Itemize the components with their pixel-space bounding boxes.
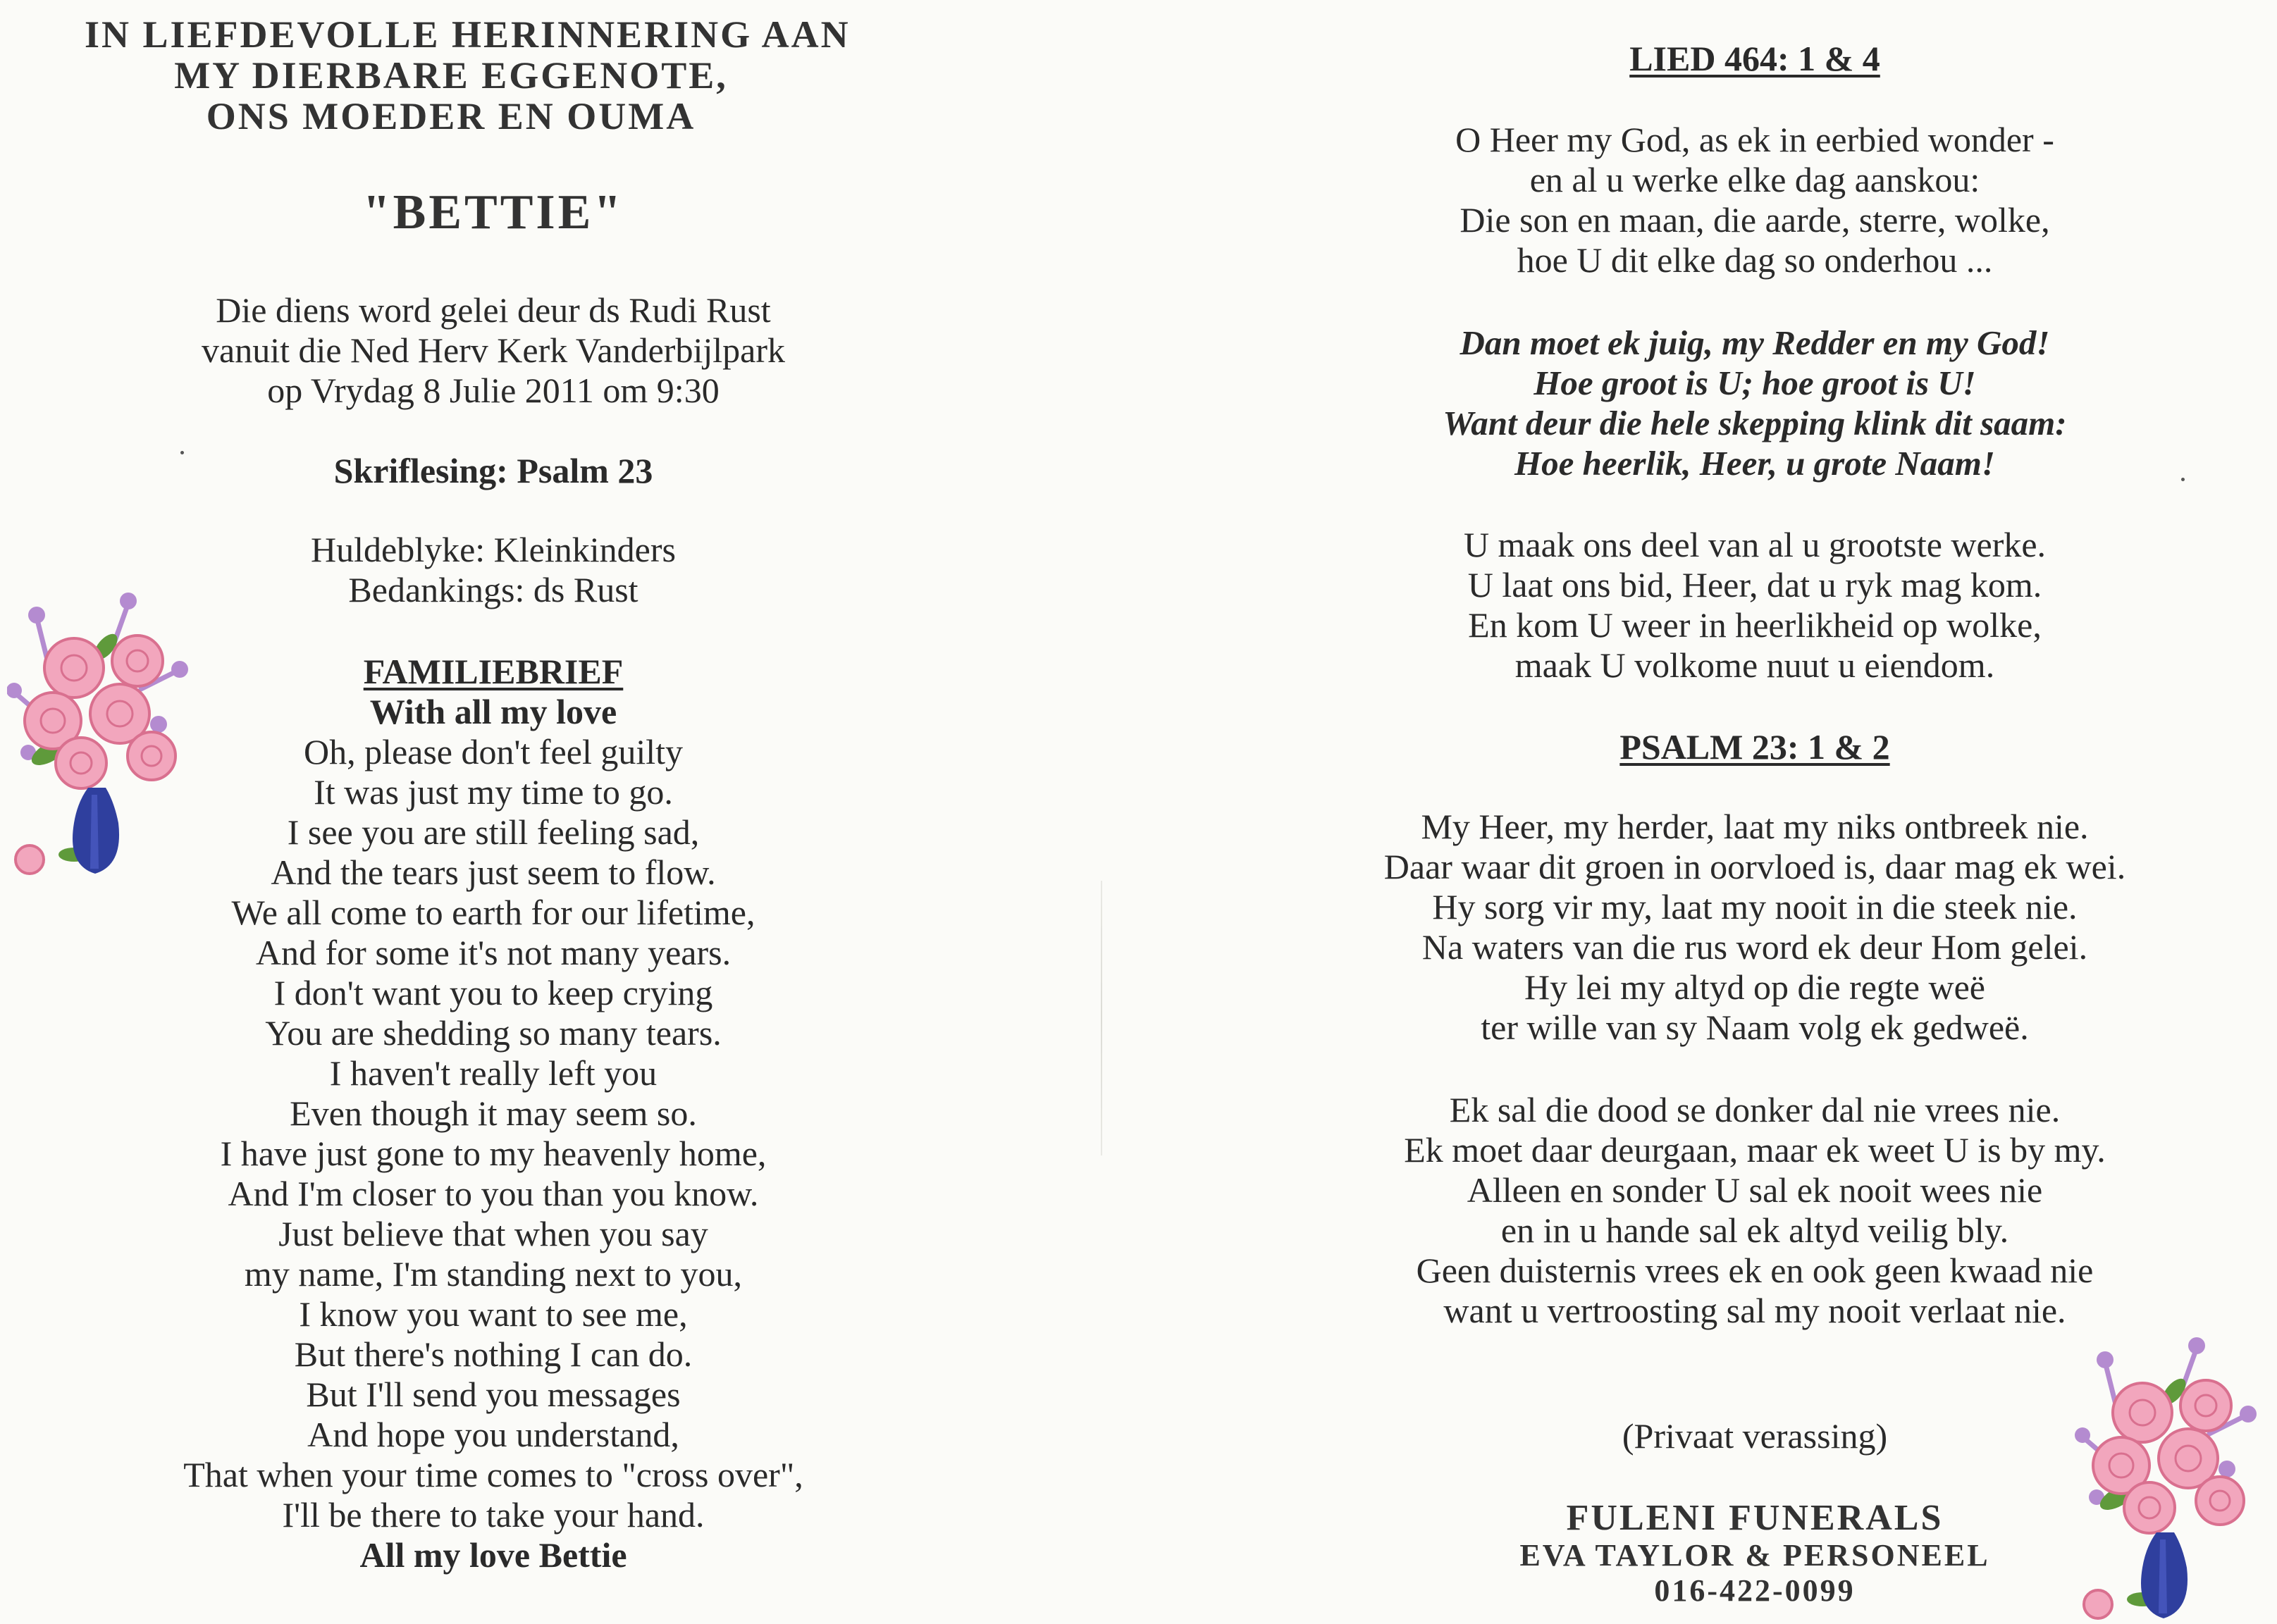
psalm-line: en in u hande sal ek altyd veilig bly. bbox=[1500, 1210, 2009, 1250]
poem-line: It was just my time to go. bbox=[314, 772, 673, 812]
hymn-verse-4 bbox=[1297, 525, 2213, 686]
hymn-title: LIED 464: 1 & 4 bbox=[1629, 39, 1880, 78]
right-page bbox=[1135, 0, 2277, 1624]
hymn-line: En kom U weer in heerlikheid op wolke, bbox=[1468, 605, 2042, 645]
hymn-line: en al u werke elke dag aanskou: bbox=[1529, 160, 1980, 199]
paper-speck bbox=[2181, 478, 2185, 481]
chorus-line: Hoe heerlik, Heer, u grote Naam! bbox=[1514, 444, 1995, 483]
company-staff: EVA TAYLOR & PERSONEEL bbox=[1519, 1538, 1990, 1573]
poem-line: But I'll send you messages bbox=[306, 1375, 681, 1414]
poem-line: Oh, please don't feel guilty bbox=[303, 732, 684, 771]
poem-line: I haven't really left you bbox=[329, 1053, 658, 1093]
funeral-company: FULENI FUNERALS bbox=[1566, 1498, 1944, 1538]
rose-vase-icon bbox=[7, 583, 197, 879]
poem-line: Just believe that when you say bbox=[278, 1214, 708, 1253]
poem-line: Even though it may seem so. bbox=[290, 1093, 697, 1133]
psalm-title: PSALM 23: 1 & 2 bbox=[1619, 727, 1890, 767]
hymn-verse-1 bbox=[1297, 120, 2213, 280]
poem-line: I have just gone to my heavenly home, bbox=[220, 1134, 767, 1173]
chorus-line: Dan moet ek juig, my Redder en my God! bbox=[1460, 323, 2050, 362]
poem-line: But there's nothing I can do. bbox=[294, 1334, 693, 1374]
memorial-header bbox=[85, 13, 851, 137]
letter-title: FAMILIEBRIEF bbox=[363, 652, 624, 691]
paper-speck bbox=[180, 451, 184, 454]
psalm-line: Ek sal die dood se donker dal nie vrees nie. bbox=[1449, 1090, 2061, 1129]
tributes-line: Bedankings: ds Rust bbox=[348, 570, 638, 609]
psalm-line: Hy lei my altyd op die regte weë bbox=[1524, 967, 1985, 1007]
poem-line: I don't want you to keep crying bbox=[273, 973, 713, 1012]
service-line: Die diens word gelei deur ds Rudi Rust bbox=[216, 290, 771, 330]
chorus-line: Want deur die hele skepping klink dit saam: bbox=[1443, 404, 2067, 442]
psalm-verse-1 bbox=[1261, 807, 2248, 1048]
hymn-line: U laat ons bid, Heer, dat u ryk mag kom. bbox=[1467, 565, 2042, 605]
psalm-line: Hy sorg vir my, laat my nooit in die steek nie. bbox=[1432, 887, 2078, 926]
hymn-line: hoe U dit elke dag so onderhou ... bbox=[1517, 240, 1993, 280]
poem-line: We all come to earth for our lifetime, bbox=[231, 893, 755, 932]
psalm-line: Geen duisternis vrees ek en ook geen kwaad nie bbox=[1416, 1251, 2094, 1290]
chorus-line: Hoe groot is U; hoe groot is U! bbox=[1534, 364, 1976, 402]
psalm-line: want u vertroosting sal my nooit verlaat nie. bbox=[1443, 1291, 2066, 1330]
psalm-line: Ek moet daar deurgaan, maar ek weet U is by my. bbox=[1404, 1130, 2106, 1170]
letter-signoff: All my love Bettie bbox=[359, 1535, 627, 1575]
poem-line: That when your time comes to "cross over", bbox=[183, 1455, 803, 1494]
hymn-chorus bbox=[1297, 323, 2213, 483]
hymn-line: maak U volkome nuut u eiendom. bbox=[1514, 645, 1995, 685]
poem-line: And the tears just seem to flow. bbox=[271, 853, 716, 892]
service-line: vanuit die Ned Herv Kerk Vanderbijlpark bbox=[202, 330, 785, 370]
psalm-verse-2 bbox=[1261, 1090, 2248, 1331]
left-page bbox=[0, 0, 1135, 1624]
company-phone: 016-422-0099 bbox=[1654, 1573, 1856, 1608]
poem-line: I see you are still feeling sad, bbox=[287, 812, 700, 852]
service-details bbox=[106, 290, 881, 411]
psalm-line: Alleen en sonder U sal ek nooit wees nie bbox=[1467, 1170, 2043, 1210]
deceased-name: "BETTIE" bbox=[362, 185, 624, 240]
psalm-line: ter wille van sy Naam volg ek gedweë. bbox=[1481, 1008, 2029, 1047]
poem-line: I know you want to see me, bbox=[299, 1294, 688, 1334]
hymn-line: U maak ons deel van al u grootste werke. bbox=[1463, 525, 2047, 564]
center-fold bbox=[1101, 881, 1102, 1155]
tributes-line: Huldeblyke: Kleinkinders bbox=[311, 530, 676, 569]
cremation-note: (Privaat verassing) bbox=[1622, 1416, 1888, 1456]
poem-line: You are shedding so many tears. bbox=[265, 1013, 722, 1053]
hymn-line: O Heer my God, as ek in eerbied wonder - bbox=[1455, 120, 2054, 159]
header-line: IN LIEFDEVOLLE HERINNERING AAN bbox=[85, 13, 851, 56]
psalm-line: Daar waar dit groen in oorvloed is, daar mag ek wei. bbox=[1383, 847, 2126, 886]
rose-vase-icon bbox=[2072, 1328, 2269, 1624]
poem-line: And I'm closer to you than you know. bbox=[228, 1174, 759, 1213]
poem-line: my name, I'm standing next to you, bbox=[244, 1254, 743, 1294]
tributes bbox=[141, 530, 846, 610]
psalm-line: My Heer, my herder, laat my niks ontbreek nie. bbox=[1421, 807, 2089, 846]
header-line: MY DIERBARE EGGENOTE, bbox=[174, 54, 728, 97]
scripture-reading: Skriflesing: Psalm 23 bbox=[333, 451, 653, 490]
family-letter bbox=[106, 652, 881, 1575]
poem-line: And hope you understand, bbox=[307, 1415, 679, 1454]
header-line: ONS MOEDER EN OUMA bbox=[206, 95, 696, 137]
service-line: op Vrydag 8 Julie 2011 om 9:30 bbox=[267, 371, 720, 410]
poem-line: And for some it's not many years. bbox=[255, 933, 732, 972]
poem-line: I'll be there to take your hand. bbox=[282, 1495, 705, 1535]
hymn-line: Die son en maan, die aarde, sterre, wolke, bbox=[1460, 200, 2050, 240]
psalm-line: Na waters van die rus word ek deur Hom gelei. bbox=[1421, 927, 2088, 967]
letter-subtitle: With all my love bbox=[369, 692, 617, 731]
poem bbox=[106, 732, 881, 1535]
